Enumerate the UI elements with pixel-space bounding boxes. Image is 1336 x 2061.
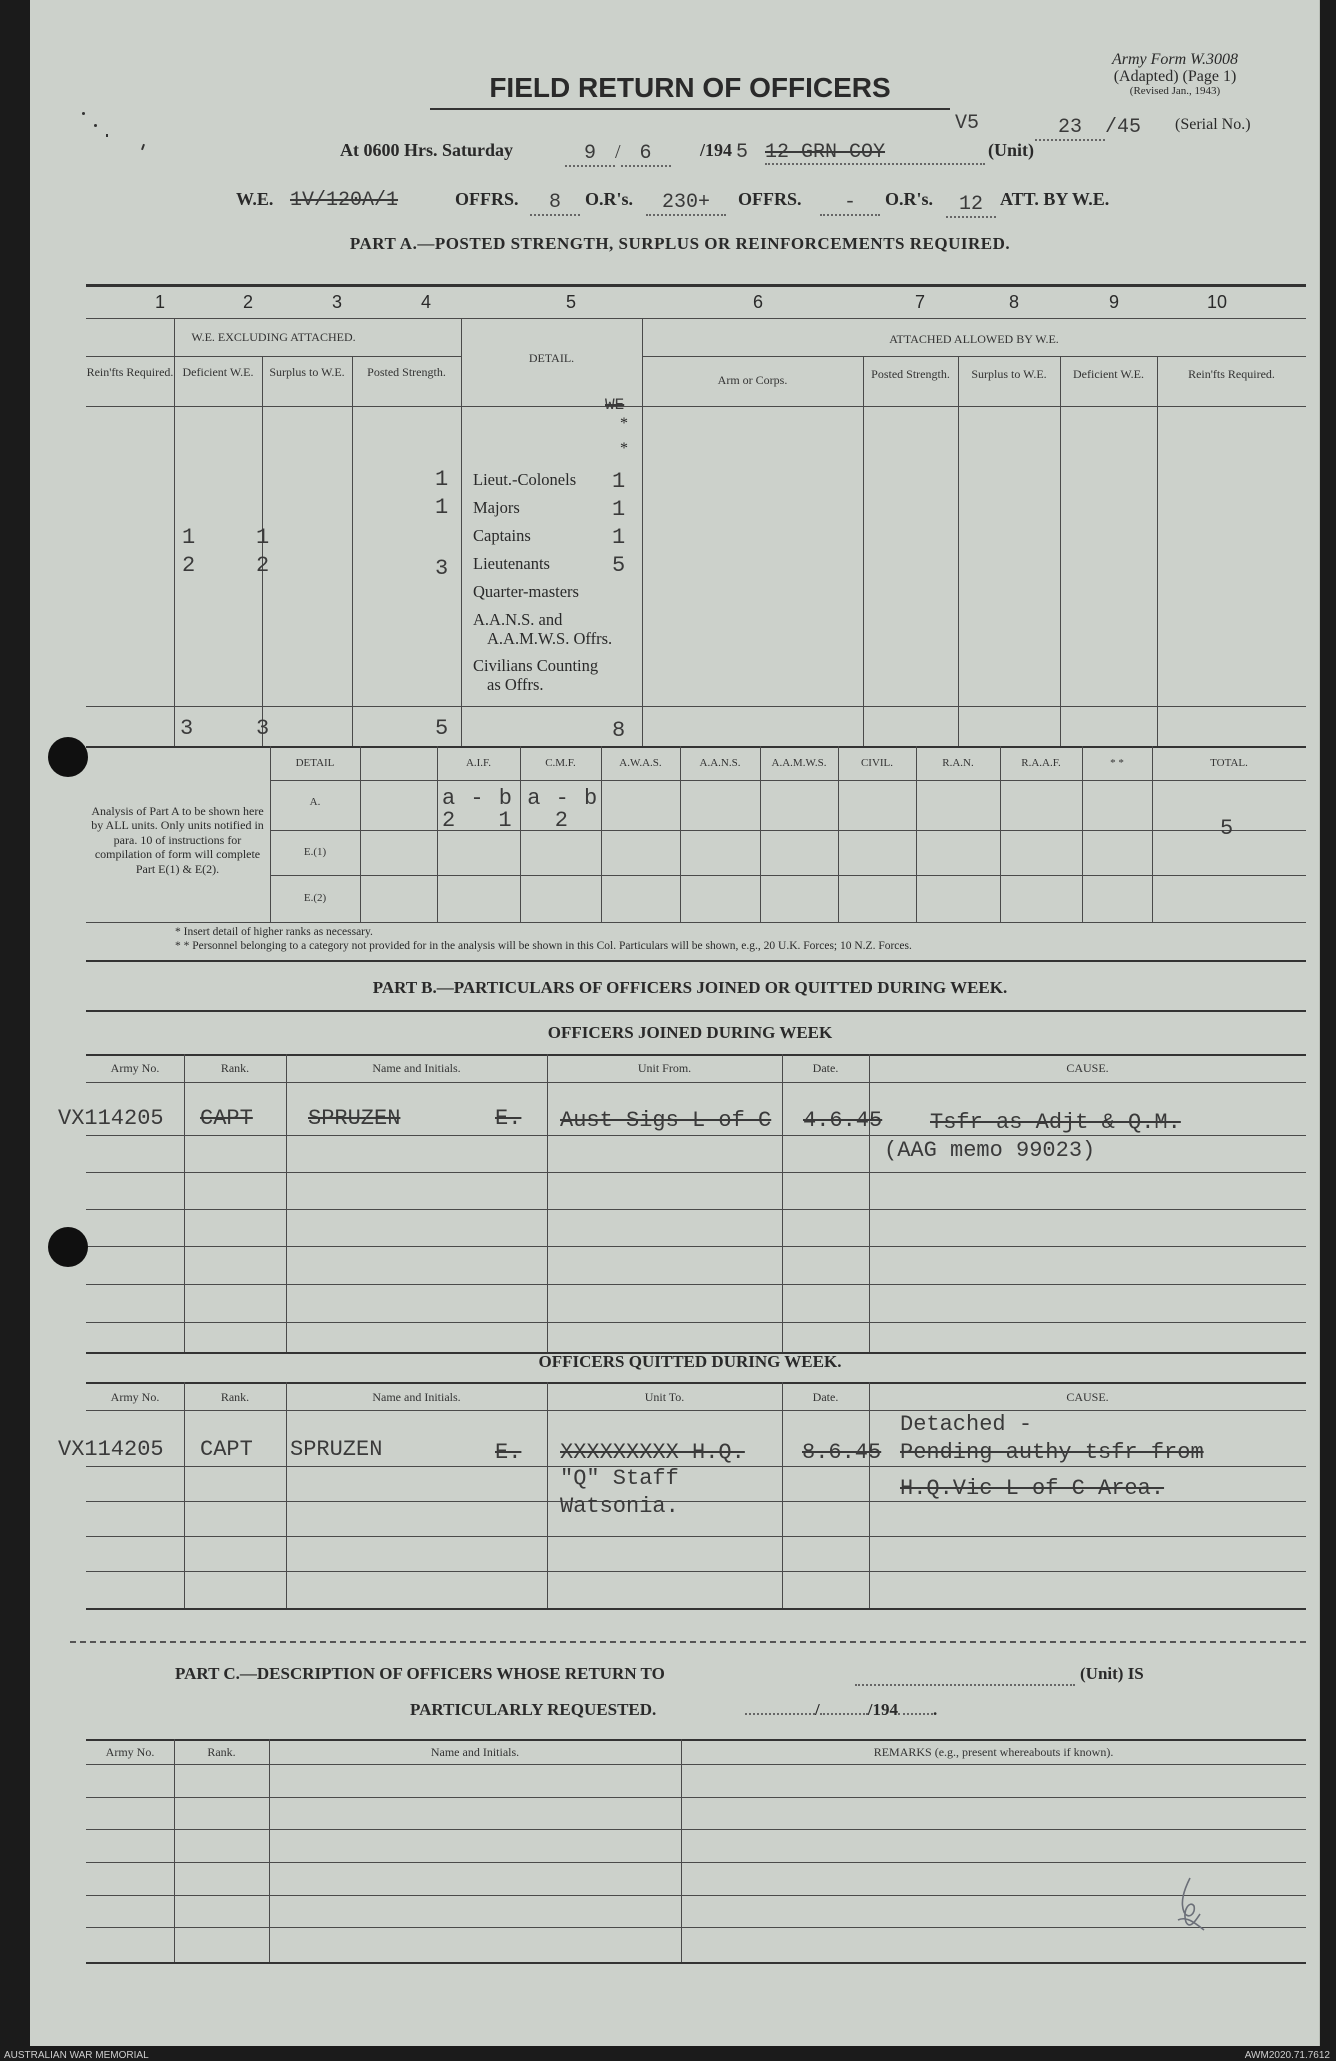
at-hours-label: At 0600 Hrs. Saturday xyxy=(340,140,514,160)
reinf-captains: 1 xyxy=(182,525,196,550)
quitted-unit-to-line2: "Q" Staff xyxy=(560,1466,679,1491)
analysis-note: Analysis of Part A to be shown here by ALL units. Only units notified in para. 10 of instructions for compilation of form will complete Part E(1) & E(2). xyxy=(91,804,264,876)
att-label: ATT. BY W.E. xyxy=(1000,189,1110,209)
quitted-army-no-header: Army No. xyxy=(110,1390,160,1404)
quitted-unit-to-line1: XXXXXXXXX H.Q. xyxy=(560,1440,745,1465)
rank-civilians xyxy=(473,656,598,694)
form-title: FIELD RETURN OF OFFICERS xyxy=(489,72,891,103)
unit-value: 12 GRN COY xyxy=(765,141,886,164)
civil-header: CIVIL. xyxy=(860,757,894,769)
col-number: 8 xyxy=(1008,292,1019,312)
year-prefix: /194 xyxy=(700,140,733,160)
we-mark: WE xyxy=(605,396,625,414)
deficient-captains: 1 xyxy=(256,525,270,550)
date-month: 6 xyxy=(621,142,671,167)
part-c-date[interactable]: / /194 . xyxy=(745,1700,937,1720)
serial-number: 23 xyxy=(1035,116,1105,141)
quitted-cause-line2: Pending authy tsfr-from xyxy=(900,1440,1204,1465)
joined-army-no: VX114205 xyxy=(58,1106,164,1131)
att-surplus-header: Surplus to W.E. xyxy=(971,367,1047,381)
row-e1-label: E.(1) xyxy=(303,846,327,858)
total-deficient: 3 xyxy=(256,716,270,741)
year-digit: 5 xyxy=(736,141,749,164)
quitted-title: OFFICERS QUITTED DURING WEEK. xyxy=(538,1352,842,1371)
col-number: 6 xyxy=(752,292,763,312)
revised-label: (Revised Jan., 1943) xyxy=(1129,84,1221,97)
col-number: 3 xyxy=(331,292,342,312)
we-value: 1V/120A/1 xyxy=(290,189,399,212)
rank-aans-line2: A.A.M.W.S. Offrs. xyxy=(487,629,613,648)
reinf-values xyxy=(182,524,195,580)
joined-unit-from-header: Unit From. xyxy=(637,1061,692,1075)
quitted-unit-to-header: Unit To. xyxy=(644,1390,685,1404)
ors2-label: O.R's. xyxy=(885,189,934,209)
rank-aans xyxy=(473,610,612,648)
ors-label: O.R's. xyxy=(585,189,634,209)
posted-strength-header: Posted Strength. xyxy=(367,365,446,379)
quitted-cause-line1: Detached - xyxy=(900,1412,1033,1437)
part-c-unit-is: (Unit) IS xyxy=(1080,1664,1144,1683)
total-reinf: 3 xyxy=(180,716,194,741)
rank-majors: Majors xyxy=(473,498,520,517)
aans-header: A.A.N.S. xyxy=(699,757,741,769)
row-a-label: A. xyxy=(309,796,321,808)
date-day: 9 xyxy=(565,142,615,167)
joined-cause-line2: (AAG memo 99023) xyxy=(884,1138,1096,1163)
total-we: 8 xyxy=(612,718,626,743)
col-number: 2 xyxy=(242,292,253,312)
serial-year: /45 xyxy=(1105,116,1142,139)
part-c-unit-blank[interactable] xyxy=(855,1684,1075,1686)
surplus-header: Surplus to W.E. xyxy=(269,365,345,379)
att-reinf-header: Rein'fts Required. xyxy=(1188,367,1275,381)
part-c-army-no-header: Army No. xyxy=(105,1745,155,1759)
we-label: W.E. xyxy=(236,189,274,209)
attached-allowed-header: ATTACHED ALLOWED BY W.E. xyxy=(889,332,1059,346)
we-excluding-header: W.E. EXCLUDING ATTACHED. xyxy=(191,330,356,344)
offrs2-label: OFFRS. xyxy=(738,189,802,209)
archive-reference: AWM2020.71.7612 xyxy=(1244,2050,1330,2061)
part-c-date-tail: /194 xyxy=(867,1700,898,1719)
col-number: 10 xyxy=(1206,292,1228,312)
quitted-cause-header: CAUSE. xyxy=(1066,1390,1109,1404)
col-number: 5 xyxy=(565,292,576,312)
quitted-army-no: VX114205 xyxy=(58,1437,164,1462)
joined-initial: E. xyxy=(495,1106,522,1131)
joined-cause-header: CAUSE. xyxy=(1066,1061,1109,1075)
we-value-lt-col: 1 xyxy=(612,469,626,494)
quitted-cause-line3: H.Q.Vic L of C Area. xyxy=(900,1476,1165,1501)
joined-date-header: Date. xyxy=(812,1061,839,1075)
offrs-value: 8 xyxy=(530,191,580,216)
col-number: 4 xyxy=(420,292,431,312)
col-number: 1 xyxy=(154,292,165,312)
punch-hole xyxy=(48,737,88,777)
rank-civilians-line2: as Offrs. xyxy=(487,675,544,694)
rank-quarter-masters: Quarter-masters xyxy=(473,582,579,601)
adapted-label: (Adapted) (Page 1) xyxy=(1113,67,1237,85)
rank-lieut-colonels: Lieut.-Colonels xyxy=(473,470,577,489)
deficient-lieutenants: 2 xyxy=(256,553,270,578)
quitted-rank: CAPT xyxy=(200,1437,253,1462)
we-value-majors: 1 xyxy=(612,497,626,522)
punch-hole xyxy=(48,1227,88,1267)
offrs-label: OFFRS. xyxy=(455,189,519,209)
awas-header: A.W.A.S. xyxy=(619,757,662,769)
ors-value: 230+ xyxy=(646,191,726,216)
rank-captains: Captains xyxy=(473,526,531,545)
analysis-total: 5 xyxy=(1220,816,1234,841)
part-c-requested: PARTICULARLY REQUESTED. xyxy=(410,1700,657,1719)
analysis-typed-bottom: 2 1 2 xyxy=(442,808,569,833)
handwritten-initial-mark xyxy=(1160,1870,1220,1940)
quitted-name-header: Name and Initials. xyxy=(372,1390,461,1404)
deficient-header: Deficient W.E. xyxy=(182,365,254,379)
col-number: 9 xyxy=(1108,292,1119,312)
army-form-label: Army Form W.3008 xyxy=(1111,51,1239,68)
att-deficient-header: Deficient W.E. xyxy=(1073,367,1144,381)
aif-header: A.I.F. xyxy=(465,757,492,769)
reinf-lieutenants: 2 xyxy=(182,553,196,578)
joined-name-header: Name and Initials. xyxy=(372,1061,461,1075)
quitted-unit-to-line3: Watsonia. xyxy=(560,1494,679,1519)
analysis-detail-header: DETAIL xyxy=(295,757,335,769)
analysis-typed-top: a - b a - b xyxy=(442,786,599,811)
quitted-rank-header: Rank. xyxy=(220,1390,250,1404)
col-number: 7 xyxy=(914,292,925,312)
joined-unit-from: Aust Sigs L of C xyxy=(560,1108,772,1133)
raaf-header: R.A.A.F. xyxy=(1021,757,1061,769)
quitted-date: 8.6.45 xyxy=(802,1440,882,1465)
quitted-date-header: Date. xyxy=(812,1390,839,1404)
other-header: * * xyxy=(1110,757,1124,769)
joined-name: SPRUZEN xyxy=(308,1106,401,1131)
ors2-value: 12 xyxy=(946,193,996,218)
joined-army-no-header: Army No. xyxy=(110,1061,160,1075)
reinf-required-header: Rein'fts Required. xyxy=(86,365,174,379)
footnote-1: * Insert detail of higher ranks as necessary. xyxy=(175,926,373,938)
posted-lt-col: 1 xyxy=(435,467,449,492)
form-sheet: Army Form W.3008 (Adapted) (Page 1) (Revised Jan., 1943) FIELD RETURN OF OFFICERS V5 23 /45 (Serial No.) At 0600 Hrs. Saturday 9 / 6 /194 5 12 GRN COY (Unit) W.E. 1V/120A/1 OFFRS. 8 O.R's. 230+ OFFRS. - O.R's. 12 ATT. BY W.E. PART A.—POSTED STRENGTH, SURPLUS OR REINFORCEMENTS REQUIRED. 1 2 3 4 5 6 7 8 9 10 W.E. EXCLUDING ATTACHED. DETAIL. ATTACHED ALLOWED BY W.E. Rein'fts Required. Deficient W.E. Surplus to W.E. Posted Strength. Arm or Corps. Posted Strength. Surplus to W.E. Deficient W.E. Rein'fts Required. WE * * Lieut.-Colonels Majors Captains Lieutenants Quarter-masters A.A.N.S. and A.A.M.W.S. Offrs. Civilians Counting as Offrs. 1 1 1 5 1 1 3 1 2 1 2 3 3 5 8 Analysis of Part A to be shown here by ALL units. Only units notified in para. 10 of instructions for compilation of form will complete Part E(1) & E(2). DETAIL A.I.F. C.M.F. A.W.A.S. A.A.N.S. A.A.M.W.S. CIVIL. R.A.N. R.A.A.F. * * TOTAL. A. E.(1) E.(2) a - b a - b 2 1 2 5 * Insert detail of higher ranks as necessary. * * Personnel belonging to a category not provided for in the analysis will be shown in this Col. Particulars will be shown, e.g., 20 U.K. Forces; 10 N.Z. Forces. PART B.—PARTICULARS OF OFFICERS JOINED OR QUITTED DURING WEEK. OFFICERS JOINED DURING WEEK Army No. Rank. Name and Initials. Unit From. Date. CAUSE. VX114205 CAPT SPRUZEN E. Aust Sigs L of C 4.6.45 Tsfr as Adjt & Q.M. (AAG memo 99023) OFFICERS QUITTED DURING WEEK. Army No. Rank. Name and Initials. Unit To. Date. CAUSE. VX114205 CAPT SPRUZEN E. XXXXXXXXX H.Q. "Q" Staff Watsonia. 8.6.45 Detached - Pending authy tsfr-from H.Q.Vic L of C Area. PART C.—DESCRIPTION OF OFFICERS WHOSE RETURN TO (Unit) IS PARTICULARLY REQUESTED. / /194 . Army No. Rank. Name and Initials. REMARKS (e.g., present whereabouts if known). xyxy=(30,0,1320,2046)
posted-values xyxy=(435,466,448,522)
rank-lieutenants: Lieutenants xyxy=(473,554,550,573)
we-values xyxy=(612,468,625,580)
serial-label: (Serial No.) xyxy=(1175,116,1251,133)
part-a-title: PART A.—POSTED STRENGTH, SURPLUS OR REINFORCEMENTS REQUIRED. xyxy=(349,234,1011,253)
ran-header: R.A.N. xyxy=(942,757,974,769)
rank-aans-line1: A.A.N.S. and xyxy=(473,610,563,629)
cmf-header: C.M.F. xyxy=(545,757,576,769)
joined-rank-header: Rank. xyxy=(220,1061,250,1075)
posted-lieutenants: 3 xyxy=(435,556,449,581)
quitted-name: SPRUZEN xyxy=(290,1437,383,1462)
star-mark: * xyxy=(620,440,628,457)
part-c-name-header: Name and Initials. xyxy=(430,1745,520,1759)
star-mark: * xyxy=(620,415,628,432)
total-header: TOTAL. xyxy=(1210,757,1248,769)
part-c-rank-header: Rank. xyxy=(207,1745,236,1759)
offrs2-value: - xyxy=(820,191,880,216)
rank-civilians-line1: Civilians Counting xyxy=(473,656,599,675)
part-c-title: PART C.—DESCRIPTION OF OFFICERS WHOSE RETURN TO xyxy=(175,1664,665,1683)
quitted-initial: E. xyxy=(495,1440,522,1465)
cut-line xyxy=(70,1641,1306,1643)
state-code: V5 xyxy=(955,112,980,135)
att-posted-header: Posted Strength. xyxy=(871,367,950,381)
detail-header: DETAIL. xyxy=(528,351,575,365)
joined-date: 4.6.45 xyxy=(803,1108,883,1133)
footnote-2: * * Personnel belonging to a category not provided for in the analysis will be shown in this Col. Particulars will be shown, e.g., 20 U.K. Forces; 10 N.Z. Forces. xyxy=(175,940,912,952)
rank-list xyxy=(473,466,579,606)
joined-title: OFFICERS JOINED DURING WEEK xyxy=(547,1023,833,1042)
arm-corps-header: Arm or Corps. xyxy=(717,373,788,387)
joined-cause-line1: Tsfr as Adjt & Q.M. xyxy=(930,1110,1181,1135)
part-c-remarks-header: REMARKS (e.g., present whereabouts if known). xyxy=(873,1745,1114,1759)
part-b-title: PART B.—PARTICULARS OF OFFICERS JOINED OR QUITTED DURING WEEK. xyxy=(372,978,1008,997)
form-id-block xyxy=(1060,52,1290,97)
joined-rank: CAPT xyxy=(200,1106,253,1131)
archive-credit: AUSTRALIAN WAR MEMORIAL xyxy=(4,2050,149,2061)
deficient-values xyxy=(256,524,269,580)
we-value-captains: 1 xyxy=(612,525,626,550)
we-value-lieutenants: 5 xyxy=(612,553,626,578)
aamws-header: A.A.M.W.S. xyxy=(771,757,827,769)
total-posted: 5 xyxy=(435,716,449,741)
posted-majors: 1 xyxy=(435,495,449,520)
unit-label: (Unit) xyxy=(988,140,1034,160)
row-e2-label: E.(2) xyxy=(303,892,327,904)
